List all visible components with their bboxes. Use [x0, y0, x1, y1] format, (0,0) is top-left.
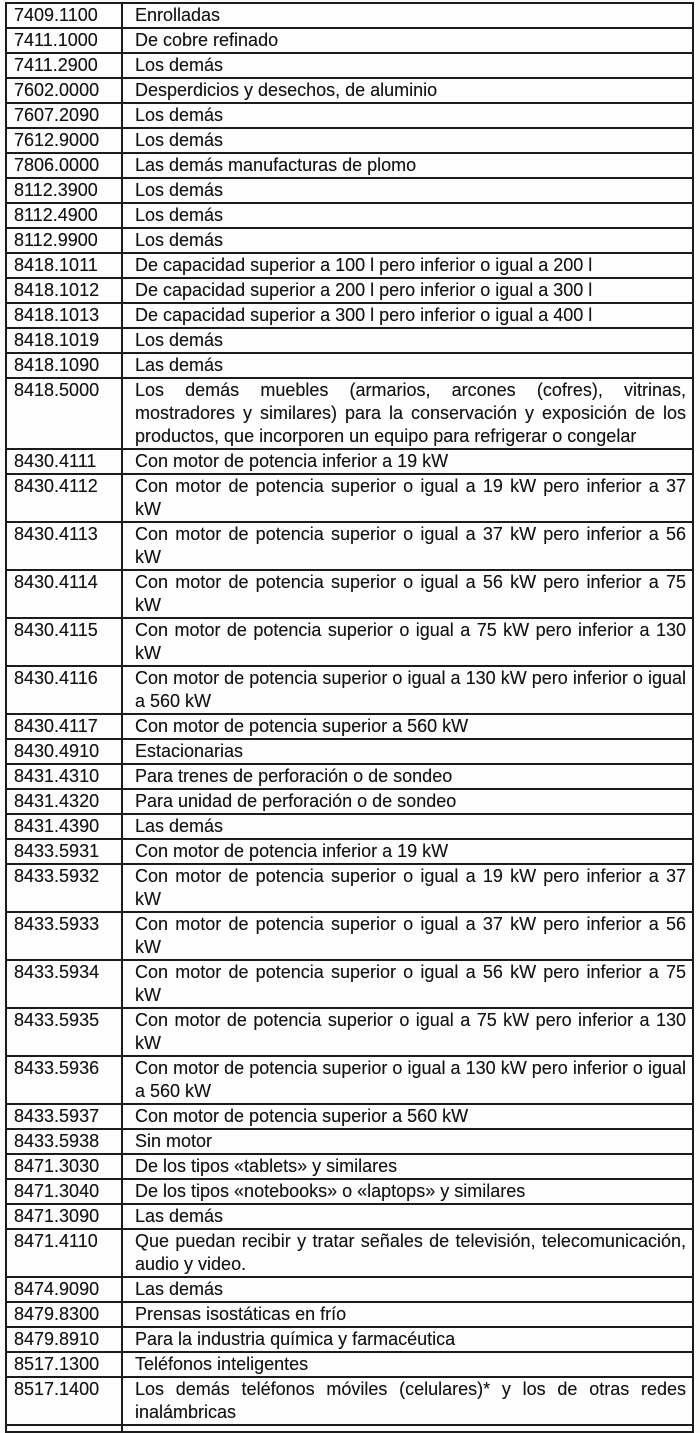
table-row — [5, 569, 694, 619]
table-row — [5, 911, 694, 961]
description-cell: De capacidad superior a 300 l pero inferior o igual a 400 l — [135, 305, 593, 325]
table-row — [5, 252, 694, 279]
description-cell: De capacidad superior a 200 l pero inferior o igual a 300 l — [135, 280, 593, 300]
description-cell: Las demás — [135, 355, 224, 375]
table-row — [5, 152, 694, 179]
description-cell: Estacionarias — [135, 741, 244, 761]
code-cell: 8433.5933 — [7, 913, 123, 959]
table-row — [5, 77, 694, 104]
code-cell: 7602.0000 — [7, 79, 123, 102]
description-cell: Las demás manufacturas de plomo — [135, 155, 417, 175]
code-cell: 8431.4320 — [7, 790, 123, 813]
description-cell: Con motor de potencia superior o igual a 19 kW pero inferior a 37 kW — [135, 866, 686, 909]
table-row — [5, 838, 694, 865]
description-cell: Con motor de potencia superior o igual a 75 kW pero inferior a 130 kW — [135, 620, 686, 663]
code-cell: 8474.9090 — [7, 1278, 123, 1301]
code-cell: 8418.1019 — [7, 329, 123, 352]
table-row — [5, 1055, 694, 1105]
description-cell: Los demás — [135, 130, 224, 150]
code-cell: 8433.5938 — [7, 1130, 123, 1153]
code-cell: 8430.4117 — [7, 715, 123, 738]
code-cell: 8430.4113 — [7, 523, 123, 569]
table-row — [5, 665, 694, 715]
table-row — [5, 1326, 694, 1353]
description-cell: Desperdicios y desechos, de aluminio — [135, 80, 438, 100]
code-cell: 8471.3040 — [7, 1180, 123, 1203]
code-cell: 8517.1300 — [7, 1353, 123, 1376]
table-row — [5, 327, 694, 354]
description-cell: Los demás — [135, 230, 224, 250]
table-row — [5, 813, 694, 840]
description-cell: Los demás — [135, 180, 224, 200]
description-cell: Los demás teléfonos móviles (celulares)* y los de otras redes inalámbricas — [135, 1379, 686, 1422]
code-cell: 8430.4115 — [7, 619, 123, 665]
code-cell: 8112.9900 — [7, 229, 123, 252]
description-cell: Las demás — [135, 1206, 224, 1226]
table-row — [5, 1128, 694, 1155]
table-row — [5, 227, 694, 254]
table-row — [5, 352, 694, 379]
description-cell: Con motor de potencia superior a 560 kW — [135, 716, 469, 736]
code-cell: 8418.1012 — [7, 279, 123, 302]
table-row — [5, 52, 694, 79]
description-cell: Los demás muebles (armarios, arcones (cofres), vitrinas, mostradores y similares) para la conservación y exposición de los productos, que incorporen un equipo para refrigerar o congelar — [135, 380, 686, 446]
code-cell: 8112.3900 — [7, 179, 123, 202]
description-cell: Con motor de potencia inferior a 19 kW — [135, 841, 449, 861]
code-cell: 8418.5000 — [7, 379, 123, 448]
code-cell: 8433.5931 — [7, 840, 123, 863]
description-cell: Prensas isostáticas en frío — [135, 1304, 347, 1324]
table-row — [5, 763, 694, 790]
table-row — [5, 1007, 694, 1057]
table-row — [5, 617, 694, 667]
table-row — [5, 863, 694, 913]
code-cell: 7607.2090 — [7, 104, 123, 127]
description-cell: Con motor de potencia superior o igual a 37 kW pero inferior a 56 kW — [135, 524, 686, 567]
description-cell: Los demás — [135, 55, 224, 75]
description-cell: Enrolladas — [135, 5, 221, 25]
table-row — [5, 2, 694, 29]
table-row — [5, 1276, 694, 1303]
code-cell: 8517.1400 — [7, 1378, 123, 1424]
table-row — [5, 1376, 694, 1426]
code-cell: 8433.5937 — [7, 1105, 123, 1128]
description-cell: Con motor de potencia superior o igual a 37 kW pero inferior a 56 kW — [135, 914, 686, 957]
table-row — [5, 127, 694, 154]
code-cell: 7411.1000 — [7, 29, 123, 52]
description-cell: Con motor de potencia inferior a 19 kW — [135, 451, 449, 471]
code-cell: 7806.0000 — [7, 154, 123, 177]
description-cell: Con motor de potencia superior o igual a 130 kW pero inferior o igual a 560 kW — [135, 1058, 686, 1101]
table-row — [5, 1103, 694, 1130]
table-row — [5, 738, 694, 765]
table-row — [5, 1301, 694, 1328]
table-row — [5, 202, 694, 229]
description-cell: Con motor de potencia superior a 560 kW — [135, 1106, 469, 1126]
description-cell: De capacidad superior a 100 l pero inferior o igual a 200 l — [135, 255, 593, 275]
code-cell: 7411.2900 — [7, 54, 123, 77]
description-cell: De los tipos «notebooks» o «laptops» y similares — [135, 1181, 526, 1201]
code-cell: 8471.4110 — [7, 1230, 123, 1276]
table-row — [5, 177, 694, 204]
code-cell: 8418.1090 — [7, 354, 123, 377]
code-cell: 8430.4910 — [7, 740, 123, 763]
description-cell: De cobre refinado — [135, 30, 279, 50]
table-row — [5, 377, 694, 450]
table-row — [5, 1178, 694, 1205]
description-cell: Para unidad de perforación o de sondeo — [135, 791, 457, 811]
description-cell: Para la industria química y farmacéutica — [135, 1329, 456, 1349]
description-cell: De los tipos «tablets» y similares — [135, 1156, 398, 1176]
code-cell: 8430.4116 — [7, 667, 123, 713]
code-cell: 8430.4111 — [7, 450, 123, 473]
code-cell: 7409.1100 — [7, 4, 123, 27]
code-cell: 8433.5932 — [7, 865, 123, 911]
code-cell: 7612.9000 — [7, 129, 123, 152]
description-cell: Con motor de potencia superior o igual a 130 kW pero inferior o igual a 560 kW — [135, 668, 686, 711]
table-row — [5, 788, 694, 815]
description-cell: Las demás — [135, 816, 224, 836]
table-row — [5, 27, 694, 54]
code-cell: 8479.8910 — [7, 1328, 123, 1351]
table-row — [5, 1153, 694, 1180]
description-cell: Con motor de potencia superior o igual a 19 kW pero inferior a 37 kW — [135, 476, 686, 519]
table-row — [5, 102, 694, 129]
table-row — [5, 1228, 694, 1278]
tariff-table — [5, 2, 694, 1433]
table-row — [5, 448, 694, 475]
code-cell: 8433.5934 — [7, 961, 123, 1007]
description-cell: Las demás — [135, 1279, 224, 1299]
description-cell: Con motor de potencia superior o igual a 75 kW pero inferior a 130 kW — [135, 1010, 686, 1053]
table-row — [5, 277, 694, 304]
code-cell: 8418.1011 — [7, 254, 123, 277]
code-cell: 8431.4390 — [7, 815, 123, 838]
table-row — [5, 1203, 694, 1230]
description-cell: Teléfonos inteligentes — [135, 1354, 309, 1374]
description-cell: Los demás — [135, 330, 224, 350]
table-row — [5, 302, 694, 329]
description-cell: Los demás — [135, 105, 224, 125]
description-cell: Con motor de potencia superior o igual a 56 kW pero inferior a 75 kW — [135, 962, 686, 1005]
code-cell: 8471.3090 — [7, 1205, 123, 1228]
description-cell: Que puedan recibir y tratar señales de televisión, telecomunicación, audio y video. — [135, 1231, 686, 1274]
code-cell: 8418.1013 — [7, 304, 123, 327]
table-row — [5, 521, 694, 571]
table-row — [5, 959, 694, 1009]
description-cell: Con motor de potencia superior o igual a 56 kW pero inferior a 75 kW — [135, 572, 686, 615]
code-cell: 8479.8300 — [7, 1303, 123, 1326]
description-cell: Los demás — [135, 205, 224, 225]
code-cell: 8431.4310 — [7, 765, 123, 788]
code-cell: 8433.5935 — [7, 1009, 123, 1055]
description-cell: Para trenes de perforación o de sondeo — [135, 766, 453, 786]
table-row — [5, 473, 694, 523]
code-cell: 8430.4114 — [7, 571, 123, 617]
code-cell: 8112.4900 — [7, 204, 123, 227]
description-cell: Sin motor — [135, 1131, 213, 1151]
table-row — [5, 713, 694, 740]
table-row — [5, 1351, 694, 1378]
code-cell: 8433.5936 — [7, 1057, 123, 1103]
code-cell: 8430.4112 — [7, 475, 123, 521]
code-cell: 8471.3030 — [7, 1155, 123, 1178]
